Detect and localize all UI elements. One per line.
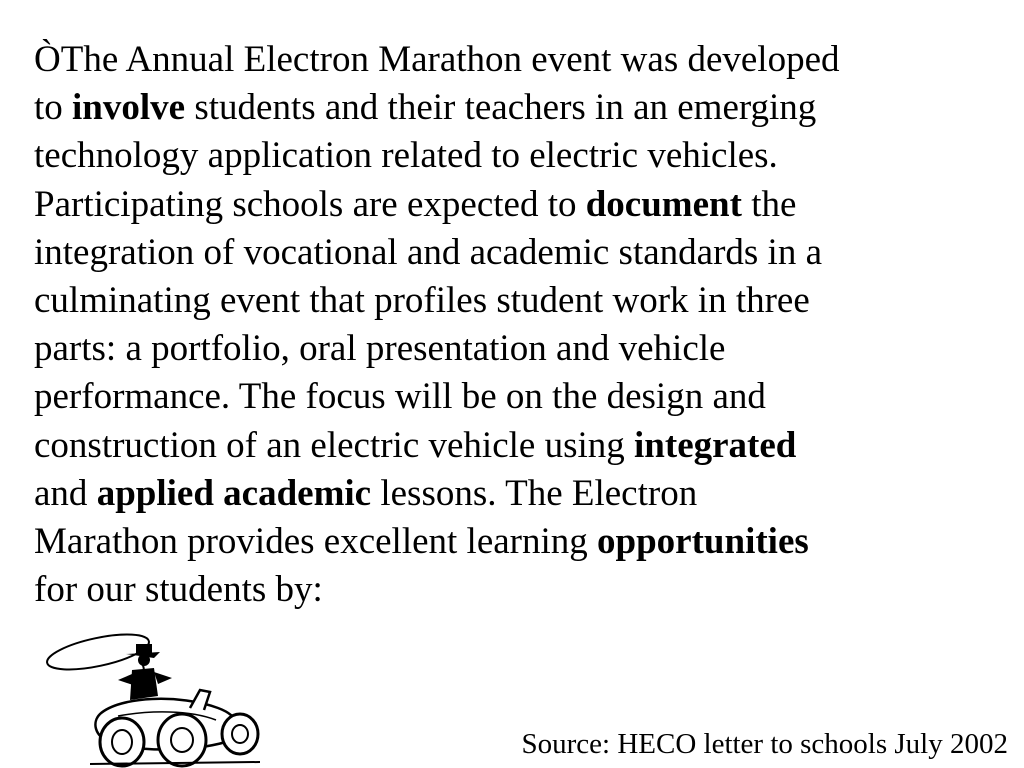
- emphasized-word: integrated: [634, 424, 797, 466]
- paragraph-line: [34, 422, 1024, 470]
- paragraph-line: [34, 566, 1024, 614]
- text-segment: to: [34, 87, 73, 129]
- text-segment: performance. The focus will be on the design and: [34, 376, 766, 418]
- source-citation: Source: HECO letter to schools July 2002: [521, 728, 1008, 760]
- paragraph-line: [34, 36, 1024, 84]
- car-wheels: [100, 714, 258, 766]
- emphasized-word: applied academic: [96, 472, 372, 514]
- paragraph-line: [34, 229, 1024, 277]
- text-segment: Marathon provides excellent learning: [34, 521, 598, 563]
- paragraph-line: [34, 325, 1024, 373]
- cowboy-figure: [118, 644, 172, 700]
- text-segment: technology application related to electric vehicles.: [34, 135, 778, 177]
- text-segment: culminating event that profiles student work in three: [34, 280, 810, 322]
- text-segment: and: [34, 472, 97, 514]
- text-segment: integration of vocational and academic standards in a: [34, 231, 823, 273]
- text-segment: students and their teachers in an emerging: [185, 87, 817, 129]
- paragraph-line: [34, 470, 1024, 518]
- paragraph-line: [34, 132, 1024, 180]
- text-segment: for our students by:: [34, 569, 323, 611]
- paragraph-line: [34, 181, 1024, 229]
- paragraph-line: [34, 84, 1024, 132]
- text-segment: parts: a portfolio, oral presentation and vehicle: [34, 328, 726, 370]
- cowboy-riding-electric-car-icon: [40, 630, 270, 768]
- paragraph-line: [34, 518, 1024, 566]
- text-segment: the: [741, 183, 797, 225]
- text-segment: ÒThe Annual Electron Marathon event was developed: [34, 39, 840, 80]
- emphasized-word: opportunities: [597, 521, 809, 563]
- emphasized-word: document: [585, 183, 742, 225]
- text-segment: Participating schools are expected to: [34, 183, 586, 225]
- paragraph-line: [34, 277, 1024, 325]
- quote-paragraph: [34, 36, 1024, 614]
- emphasized-word: involve: [72, 87, 186, 129]
- text-segment: construction of an electric vehicle using: [34, 424, 635, 466]
- paragraph-line: [34, 373, 1024, 421]
- text-segment: lessons. The Electron: [371, 472, 698, 514]
